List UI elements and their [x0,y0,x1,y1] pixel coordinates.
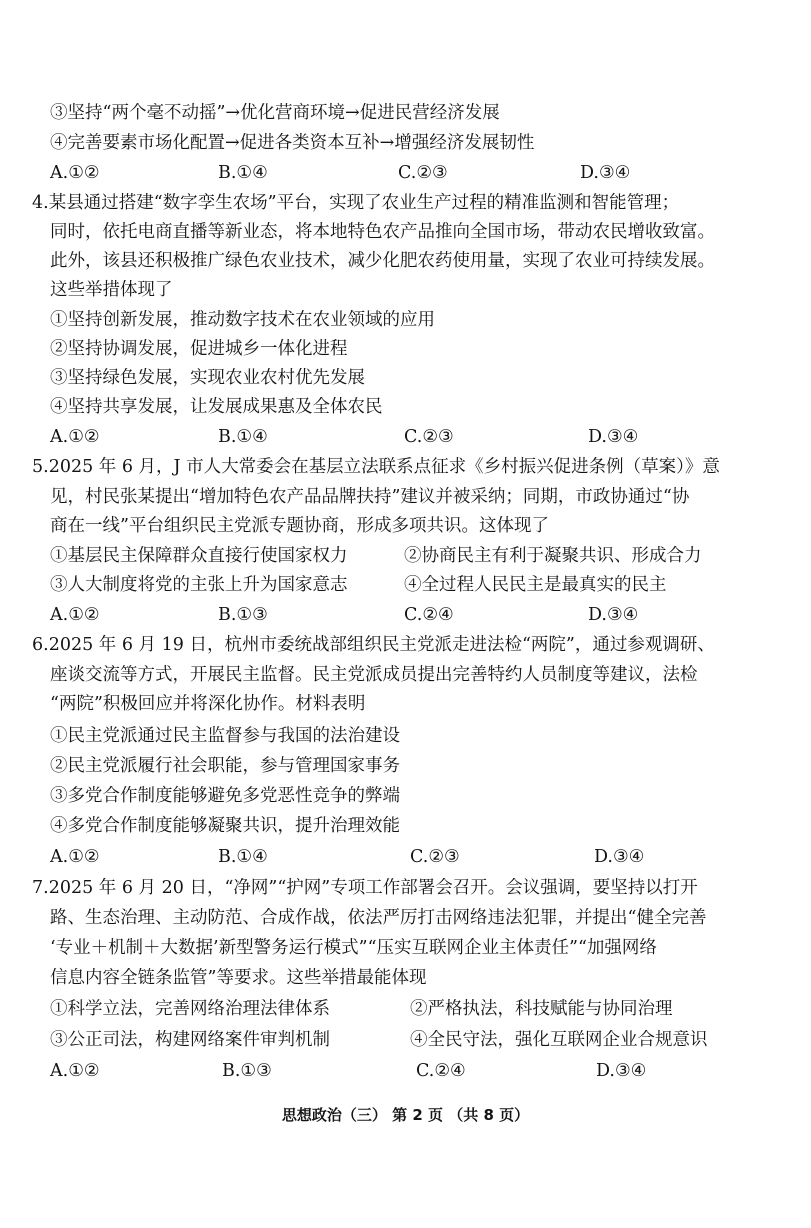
q7-choice-a[interactable]: A.①② [50,1061,100,1081]
q6-stem-line-2: 座谈交流等方式，开展民主监督。民主党派成员提出完善特约人员制度等建议，法检 [50,665,698,685]
q7-choice-b[interactable]: B.①③ [222,1061,272,1081]
q5-choice-c[interactable]: C.②④ [404,605,454,625]
q3-choice-c[interactable]: C.②③ [398,163,448,183]
q4-stem-line-4: 这些举措体现了 [50,280,173,300]
q7-choice-d[interactable]: D.③④ [596,1061,647,1081]
q7-stem-line-2: 路、生态治理、主动防范、合成作战，依法严厉打击网络违法犯罪，并提出“健全完善 [50,908,707,928]
q7-item-1: ①科学立法，完善网络治理法律体系 [50,999,330,1019]
q4-choice-b[interactable]: B.①④ [218,427,268,447]
q7-stem-line-4: 信息内容全链条监管”等要求。这些举措最能体现 [50,968,427,988]
q4-choice-c[interactable]: C.②③ [404,427,454,447]
q6-choice-a[interactable]: A.①② [50,847,100,867]
q5-item-4: ④全过程人民民主是最真实的民主 [404,575,667,595]
q4-choice-d[interactable]: D.③④ [588,427,639,447]
q5-choice-d[interactable]: D.③④ [588,605,639,625]
q5-choice-b[interactable]: B.①③ [218,605,268,625]
q7-stem-line-1: 7.2025 年 6 月 20 日，“净网”“护网”专项工作部署会召开。会议强调，要坚持以打开 [32,878,698,898]
q4-item-1: ①坚持创新发展，推动数字技术在农业领域的应用 [50,310,435,330]
q6-choice-c[interactable]: C.②③ [410,847,460,867]
q5-stem-line-2: 见，村民张某提出“增加特色农产品品牌扶持”建议并被采纳；同期，市政协通过“协 [50,487,690,507]
q4-stem-line-3: 此外，该县还积极推广绿色农业技术，减少化肥农药使用量，实现了农业可持续发展。 [50,251,715,271]
q7-choice-c[interactable]: C.②④ [416,1061,466,1081]
q6-stem-line-1: 6.2025 年 6 月 19 日，杭州市委统战部组织民主党派走进法检“两院”，通过参观调研、 [32,635,715,655]
q7-item-2: ②严格执法，科技赋能与协同治理 [410,999,673,1019]
q6-item-4: ④多党合作制度能够凝聚共识，提升治理效能 [50,816,400,836]
q3-item-4: ④完善要素市场化配置→促进各类资本互补→增强经济发展韧性 [50,133,535,153]
q6-item-2: ②民主党派履行社会职能，参与管理国家事务 [50,756,400,776]
q5-choice-a[interactable]: A.①② [50,605,100,625]
q4-stem-line-2: 同时，依托电商直播等新业态，将本地特色农产品推向全国市场，带动农民增收致富。 [50,222,715,242]
q7-item-4: ④全民守法，强化互联网企业合规意识 [410,1030,708,1050]
q3-item-3: ③坚持“两个毫不动摇”→优化营商环境→促进民营经济发展 [50,103,500,123]
q6-choice-d[interactable]: D.③④ [594,847,645,867]
page-footer: 思想政治（三） 第 2 页 （共 8 页） [281,1106,530,1124]
q3-choice-b[interactable]: B.①④ [218,163,268,183]
q7-stem-line-3: ‘专业＋机制＋大数据’新型警务运行模式”“压实互联网企业主体责任”“加强网络 [50,938,657,958]
q4-choice-a[interactable]: A.①② [50,427,100,447]
q4-item-3: ③坚持绿色发展，实现农业农村优先发展 [50,368,365,388]
q4-stem-line-1: 4.某县通过搭建“数字孪生农场”平台，实现了农业生产过程的精准监测和智能管理； [32,193,680,213]
q5-item-2: ②协商民主有利于凝聚共识、形成合力 [404,546,702,566]
q6-choice-b[interactable]: B.①④ [218,847,268,867]
q5-stem-line-1: 5.2025 年 6 月，J 市人大常委会在基层立法联系点征求《乡村振兴促进条例（草案）》意 [32,457,720,477]
q3-choice-a[interactable]: A.①② [50,163,100,183]
q5-item-3: ③人大制度将党的主张上升为国家意志 [50,575,348,595]
q6-item-1: ①民主党派通过民主监督参与我国的法治建设 [50,726,400,746]
q6-stem-line-3: “两院”积极回应并将深化协作。材料表明 [50,694,366,714]
q4-item-4: ④坚持共享发展，让发展成果惠及全体农民 [50,397,383,417]
q3-choice-d[interactable]: D.③④ [580,163,631,183]
q4-item-2: ②坚持协调发展，促进城乡一体化进程 [50,339,348,359]
q6-item-3: ③多党合作制度能够避免多党恶性竞争的弊端 [50,786,400,806]
q5-item-1: ①基层民主保障群众直接行使国家权力 [50,546,348,566]
q5-stem-line-3: 商在一线”平台组织民主党派专题协商，形成多项共识。这体现了 [50,516,549,536]
q7-item-3: ③公正司法，构建网络案件审判机制 [50,1030,330,1050]
